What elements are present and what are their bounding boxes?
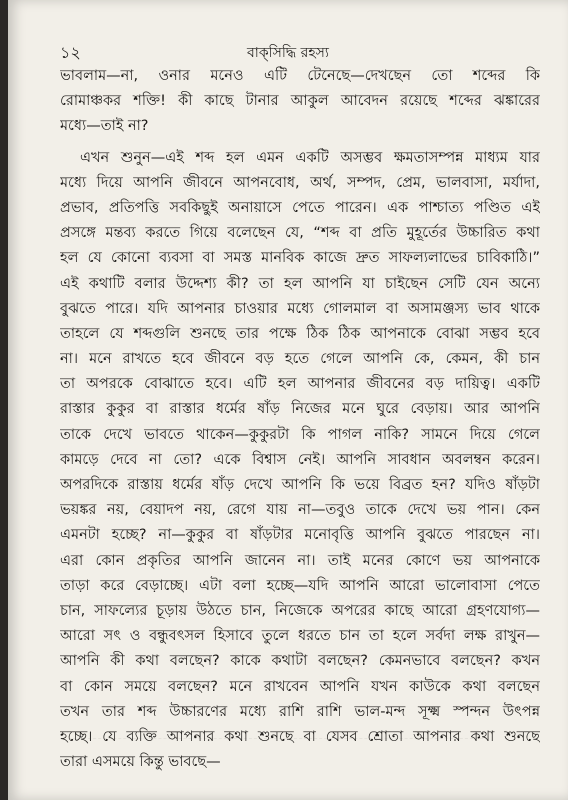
text-line: রোমাঞ্চকর শক্তি! কী কাছে টানার আকুল আবেদন রয়েছে শব্দের ঝঙ্কারের bbox=[60, 93, 540, 110]
text-line: আরো সৎ ও বন্ধুবৎসল হিসাবে তুলে ধরতে চান তা হলে সর্বদা লক্ষ রাখুন— bbox=[60, 628, 540, 645]
text-line: হচ্ছে। যে ব্যক্তি আপনার কথা শুনছে বা যেসব শ্রোতা আপনার কথা শুনছে bbox=[60, 728, 540, 745]
text-line: বা কোন সময়ে বলছেন? মনে রাখবেন আপনি যখন কাউকে কথা বলছেন bbox=[60, 678, 540, 695]
text-line: কামড়ে দেবে না তো? একে বিশ্বাস নেই। আপনি সাবধান অবলম্বন করেন। bbox=[60, 451, 540, 468]
text-line: তখন তার শব্দ উচ্চারণের মধ্যে রাশি রাশি ভাল-মন্দ সূক্ষ্ম স্পন্দন উৎপন্ন bbox=[60, 703, 540, 720]
text-line: মধ্যে দিয়ে আপনি জীবনে আপনবোধ, অর্থ, সম্পদ, প্রেম, ভালবাসা, মর্যাদা, bbox=[60, 174, 540, 191]
text-line: তাড়া করে বেড়াচ্ছে। এটা বলা হচ্ছে—যদি আপনি আরো ভালোবাসা পেতে bbox=[60, 577, 540, 594]
text-line: চান, সাফল্যের চূড়ায় উঠতে চান, নিজেকে অপরের কাছে আরো গ্রহণযোগ্য— bbox=[60, 602, 540, 619]
text-line: ভয়ঙ্কর নয়, বেয়াদপ নয়, রেগে যায় না—তবুও তাকে দেখে ভয় পান। কেন bbox=[60, 502, 540, 519]
running-title: বাক্‌সিদ্ধি রহস্য bbox=[247, 45, 329, 61]
text-line: হল যে কোনো ব্যবসা বা সমস্ত মানবিক কাজে দ্রুত সাফল্যলাভের চাবিকাঠি।” bbox=[60, 250, 540, 267]
text-line: এই কথাটি বলার উদ্দেশ্য কী? তা হল আপনি যা চাইছেন সেটি যেন অন্যে bbox=[60, 275, 540, 292]
text-line: তা অপরকে বোঝাতে হবে। এটি হল আপনার জীবনের বড় দায়িত্ব। একটি bbox=[60, 376, 540, 393]
paragraph-2 bbox=[60, 146, 540, 776]
text-line: প্রভাব, প্রতিপত্তি সবকিছুই অনায়াসে পেতে পারেন। এক পাশ্চাত্য পণ্ডিত এই bbox=[60, 199, 540, 216]
text-line: তারা এসময়ে কিন্তু ভাবছে— bbox=[60, 754, 221, 771]
text-line: না। মনে রাখতে হবে জীবনে বড় হতে গেলে আপনি কে, কেমন, কী চান bbox=[60, 351, 540, 368]
text-line: বুঝতে পারে। যদি আপনার চাওয়ার মধ্যে গোলমাল বা অসামঞ্জস্য ভাব থাকে bbox=[60, 300, 540, 317]
show-through-texture bbox=[68, 738, 488, 749]
text-line: আপনি কী কথা বলছেন? কাকে কথাটা বলছেন? কেমনভাবে বলছেন? কখন bbox=[60, 653, 540, 670]
text-line: এখন শুনুন—এই শব্দ হল এমন একটি অসম্ভব ক্ষমতাসম্পন্ন মাধ্যম যার bbox=[80, 149, 540, 166]
page-number: ১২ bbox=[60, 43, 81, 62]
text-line: ভাবলাম—না, ওনার মনেও এটি টেনেছে—দেখছেন তো শব্দের কি bbox=[60, 68, 540, 84]
text-line: প্রসঙ্গে মন্তব্য করতে গিয়ে বলেছেন যে, “শব্দ বা প্রতি মুহূর্তের উচ্চারিত কথা bbox=[60, 225, 540, 242]
text-line: তাকে দেখে ভাবতে থাকেন—কুকুরটা কি পাগল নাকি? সামনে দিয়ে গেলে bbox=[60, 426, 540, 443]
page-body bbox=[60, 64, 540, 775]
text-line: তাহলে যে শব্দগুলি শুনছে তার পক্ষে ঠিক ঠিক আপনাকে বোঝা সম্ভব হবে bbox=[60, 325, 540, 342]
text-line: মধ্যে—তাই না? bbox=[60, 118, 149, 135]
text-line: এরা কোন প্রকৃতির আপনি জানেন না। তাই মনের কোণে ভয় আপনাকে bbox=[60, 552, 540, 569]
book-page bbox=[8, 0, 568, 800]
text-line: এমনটা হচ্ছে? না—কুকুর বা ষাঁড়টার মনোবৃত্তি আপনি বুঝতে পারছেন না। bbox=[60, 527, 540, 544]
paragraph-1 bbox=[60, 64, 540, 140]
text-line: অপরদিকে রাস্তায় ধর্মের ষাঁড় দেখে আপনি কি ভয়ে বিব্রত হন? যদিও ষাঁড়টা bbox=[60, 477, 540, 493]
text-line: রাস্তার কুকুর বা রাস্তার ধর্মের ষাঁড় নিজের মনে ঘুরে বেড়ায়। আর আপনি bbox=[60, 401, 540, 418]
